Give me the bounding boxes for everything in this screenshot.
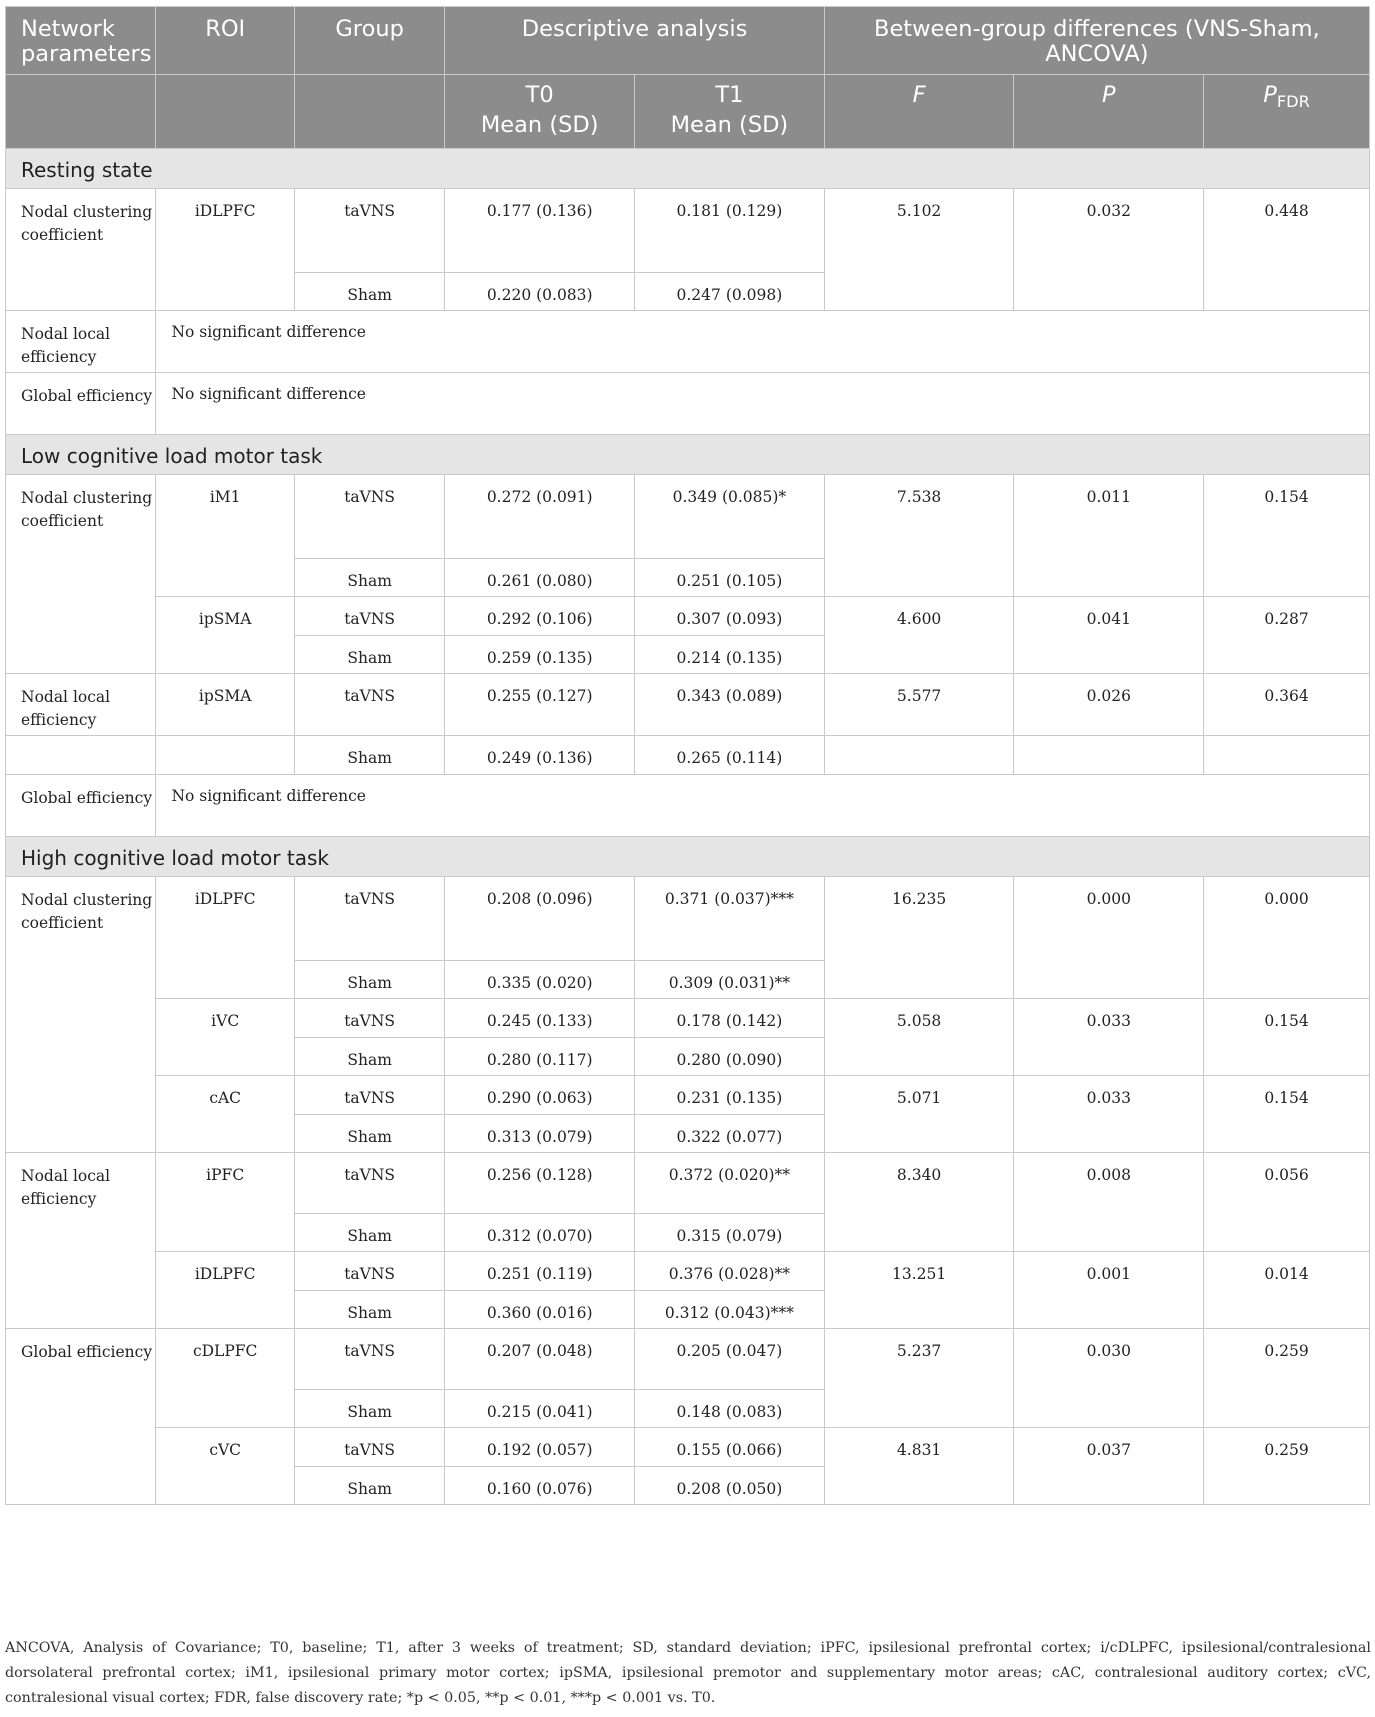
t0-cell: 0.280 (0.117): [445, 1038, 635, 1076]
t0-cell: 0.259 (0.135): [445, 636, 635, 674]
t1-cell: 0.307 (0.093): [635, 597, 825, 636]
t1-cell: 0.208 (0.050): [635, 1467, 825, 1505]
header-pfdr-sub: FDR: [1276, 91, 1310, 111]
f-cell: 8.340: [824, 1153, 1014, 1252]
roi-cell: iPFC: [156, 1153, 294, 1252]
f-cell: 5.058: [824, 999, 1014, 1076]
p-cell: 0.000: [1014, 877, 1204, 999]
group-cell: taVNS: [294, 1329, 444, 1390]
table-row: [6, 1153, 1370, 1214]
param-global: Global efficiency: [6, 775, 156, 837]
table-row: [6, 674, 1370, 736]
p-cell: 0.008: [1014, 1153, 1204, 1252]
pfdr-cell: 0.448: [1204, 189, 1370, 311]
header-t0-label: T0: [525, 82, 554, 108]
f-cell: 5.071: [824, 1076, 1014, 1153]
t1-cell: 0.247 (0.098): [635, 273, 825, 311]
group-cell: Sham: [294, 736, 444, 775]
t1-cell: 0.214 (0.135): [635, 636, 825, 674]
p-cell: 0.026: [1014, 674, 1204, 736]
t1-cell: 0.343 (0.089): [635, 674, 825, 736]
pfdr-cell: 0.259: [1204, 1329, 1370, 1428]
header-t1-sub: Mean (SD): [670, 112, 789, 138]
p-cell: 0.011: [1014, 475, 1204, 597]
group-cell: taVNS: [294, 1252, 444, 1291]
t0-cell: 0.261 (0.080): [445, 559, 635, 597]
t0-cell: 0.313 (0.079): [445, 1115, 635, 1153]
t0-cell: 0.192 (0.057): [445, 1428, 635, 1467]
header-group: Group: [294, 7, 444, 75]
t0-cell: 0.255 (0.127): [445, 674, 635, 736]
header-network-parameters: Network parameters: [6, 7, 156, 75]
group-cell: Sham: [294, 1115, 444, 1153]
blank-cell: [1204, 736, 1370, 775]
header-pfdr: [1204, 75, 1370, 149]
group-cell: Sham: [294, 1038, 444, 1076]
group-cell: Sham: [294, 1291, 444, 1329]
no-significant-difference: No significant difference: [156, 775, 1370, 837]
roi-cell: cDLPFC: [156, 1329, 294, 1428]
table-row: [6, 736, 1370, 775]
t0-cell: 0.208 (0.096): [445, 877, 635, 961]
t1-cell: 0.372 (0.020)**: [635, 1153, 825, 1214]
blank-cell: [6, 736, 156, 775]
section-low-cognitive-load: Low cognitive load motor task: [6, 435, 1370, 475]
group-cell: taVNS: [294, 189, 444, 273]
roi-cell: ipSMA: [156, 674, 294, 736]
t1-cell: 0.155 (0.066): [635, 1428, 825, 1467]
t1-cell: 0.251 (0.105): [635, 559, 825, 597]
t0-cell: 0.177 (0.136): [445, 189, 635, 273]
param-nodal-local: Nodal local efficiency: [6, 674, 156, 736]
header-t0-sub: Mean (SD): [480, 112, 599, 138]
no-significant-difference: No significant difference: [156, 311, 1370, 373]
t0-cell: 0.360 (0.016): [445, 1291, 635, 1329]
group-cell: taVNS: [294, 1076, 444, 1115]
t1-cell: 0.322 (0.077): [635, 1115, 825, 1153]
header-roi: ROI: [156, 7, 294, 75]
t1-cell: 0.181 (0.129): [635, 189, 825, 273]
param-nodal-clustering: Nodal clustering coefficient: [6, 475, 156, 674]
t0-cell: 0.249 (0.136): [445, 736, 635, 775]
f-cell: 5.237: [824, 1329, 1014, 1428]
t1-cell: 0.231 (0.135): [635, 1076, 825, 1115]
header-blank: [6, 75, 156, 149]
p-cell: 0.037: [1014, 1428, 1204, 1505]
param-global: Global efficiency: [6, 373, 156, 435]
p-cell: 0.033: [1014, 999, 1204, 1076]
header-t0: [445, 75, 635, 149]
group-cell: Sham: [294, 1214, 444, 1252]
table-row: [6, 475, 1370, 559]
header-blank: [294, 75, 444, 149]
table-row: [6, 999, 1370, 1038]
roi-cell: iM1: [156, 475, 294, 597]
t0-cell: 0.245 (0.133): [445, 999, 635, 1038]
t1-cell: 0.309 (0.031)**: [635, 961, 825, 999]
header-p: [1014, 75, 1204, 149]
table-row: [6, 1428, 1370, 1467]
group-cell: Sham: [294, 1390, 444, 1428]
group-cell: Sham: [294, 273, 444, 311]
table-row: [6, 373, 1370, 435]
roi-cell: iVC: [156, 999, 294, 1076]
blank-cell: [824, 736, 1014, 775]
t1-cell: 0.312 (0.043)***: [635, 1291, 825, 1329]
roi-cell: iDLPFC: [156, 1252, 294, 1329]
table-footnote: ANCOVA, Analysis of Covariance; T0, baseline; T1, after 3 weeks of treatment; SD, standard deviation; iPFC, ipsilesional prefrontal cortex; i/cDLPFC, ipsilesional/contralesional dorsolateral prefrontal cortex; iM1, ipsilesional primary motor cortex; ipSMA, ipsilesional premotor and supplementary motor areas; cAC, contralesional auditory cortex; cVC, contralesional visual cortex; FDR, false discovery rate; *p < 0.05, **p < 0.01, ***p < 0.001 vs. T0.: [5, 1640, 1371, 1706]
p-cell: 0.030: [1014, 1329, 1204, 1428]
t0-cell: 0.312 (0.070): [445, 1214, 635, 1252]
param-nodal-clustering: Nodal clustering coefficient: [6, 877, 156, 1153]
roi-cell: cVC: [156, 1428, 294, 1505]
table-row: [6, 877, 1370, 961]
f-cell: 4.831: [824, 1428, 1014, 1505]
f-cell: 5.102: [824, 189, 1014, 311]
table-row: [6, 1329, 1370, 1390]
p-cell: 0.001: [1014, 1252, 1204, 1329]
group-cell: taVNS: [294, 475, 444, 559]
group-cell: Sham: [294, 961, 444, 999]
p-cell: 0.041: [1014, 597, 1204, 674]
pfdr-cell: 0.154: [1204, 999, 1370, 1076]
p-cell: 0.032: [1014, 189, 1204, 311]
table-row: [6, 775, 1370, 837]
group-cell: Sham: [294, 1467, 444, 1505]
t1-cell: 0.315 (0.079): [635, 1214, 825, 1252]
pfdr-cell: 0.259: [1204, 1428, 1370, 1505]
roi-cell: ipSMA: [156, 597, 294, 674]
results-table: [5, 6, 1370, 1505]
no-significant-difference: No significant difference: [156, 373, 1370, 435]
pfdr-cell: 0.364: [1204, 674, 1370, 736]
param-global: Global efficiency: [6, 1329, 156, 1505]
t0-cell: 0.256 (0.128): [445, 1153, 635, 1214]
f-cell: 4.600: [824, 597, 1014, 674]
t1-cell: 0.349 (0.085)*: [635, 475, 825, 559]
t0-cell: 0.335 (0.020): [445, 961, 635, 999]
param-nodal-local: Nodal local efficiency: [6, 311, 156, 373]
t0-cell: 0.251 (0.119): [445, 1252, 635, 1291]
group-cell: taVNS: [294, 597, 444, 636]
t1-cell: 0.376 (0.028)**: [635, 1252, 825, 1291]
pfdr-cell: 0.056: [1204, 1153, 1370, 1252]
p-cell: 0.033: [1014, 1076, 1204, 1153]
table-row: [6, 1076, 1370, 1115]
header-between-group: Between-group differences (VNS-Sham, ANCOVA): [824, 7, 1369, 75]
section-resting-state: Resting state: [6, 149, 1370, 189]
header-pfdr-label: P: [1263, 82, 1277, 108]
pfdr-cell: 0.154: [1204, 1076, 1370, 1153]
blank-cell: [156, 736, 294, 775]
t1-cell: 0.371 (0.037)***: [635, 877, 825, 961]
table-row: [6, 597, 1370, 636]
t1-cell: 0.205 (0.047): [635, 1329, 825, 1390]
group-cell: taVNS: [294, 1428, 444, 1467]
t0-cell: 0.292 (0.106): [445, 597, 635, 636]
t0-cell: 0.220 (0.083): [445, 273, 635, 311]
param-nodal-local: Nodal local efficiency: [6, 1153, 156, 1329]
blank-cell: [1014, 736, 1204, 775]
group-cell: taVNS: [294, 1153, 444, 1214]
t0-cell: 0.272 (0.091): [445, 475, 635, 559]
t1-cell: 0.178 (0.142): [635, 999, 825, 1038]
group-cell: taVNS: [294, 999, 444, 1038]
t0-cell: 0.207 (0.048): [445, 1329, 635, 1390]
f-cell: 13.251: [824, 1252, 1014, 1329]
header-f-label: F: [912, 82, 926, 108]
f-cell: 7.538: [824, 475, 1014, 597]
header-f: [824, 75, 1014, 149]
table-header: [6, 7, 1370, 149]
t0-cell: 0.215 (0.041): [445, 1390, 635, 1428]
roi-cell: cAC: [156, 1076, 294, 1153]
header-blank: [156, 75, 294, 149]
roi-cell: iDLPFC: [156, 877, 294, 999]
roi-cell: iDLPFC: [156, 189, 294, 311]
section-high-cognitive-load: High cognitive load motor task: [6, 837, 1370, 877]
header-descriptive-analysis: Descriptive analysis: [445, 7, 824, 75]
header-t1-label: T1: [715, 82, 744, 108]
pfdr-cell: 0.014: [1204, 1252, 1370, 1329]
t1-cell: 0.280 (0.090): [635, 1038, 825, 1076]
group-cell: Sham: [294, 636, 444, 674]
group-cell: taVNS: [294, 674, 444, 736]
t0-cell: 0.160 (0.076): [445, 1467, 635, 1505]
table-row: [6, 311, 1370, 373]
table-body: [6, 149, 1370, 1505]
pfdr-cell: 0.287: [1204, 597, 1370, 674]
pfdr-cell: 0.000: [1204, 877, 1370, 999]
t1-cell: 0.265 (0.114): [635, 736, 825, 775]
t0-cell: 0.290 (0.063): [445, 1076, 635, 1115]
header-t1: [635, 75, 825, 149]
table-row: [6, 189, 1370, 273]
header-p-label: P: [1102, 82, 1116, 108]
param-nodal-clustering: Nodal clustering coefficient: [6, 189, 156, 311]
group-cell: Sham: [294, 559, 444, 597]
group-cell: taVNS: [294, 877, 444, 961]
t1-cell: 0.148 (0.083): [635, 1390, 825, 1428]
pfdr-cell: 0.154: [1204, 475, 1370, 597]
f-cell: 16.235: [824, 877, 1014, 999]
table-row: [6, 1252, 1370, 1291]
f-cell: 5.577: [824, 674, 1014, 736]
